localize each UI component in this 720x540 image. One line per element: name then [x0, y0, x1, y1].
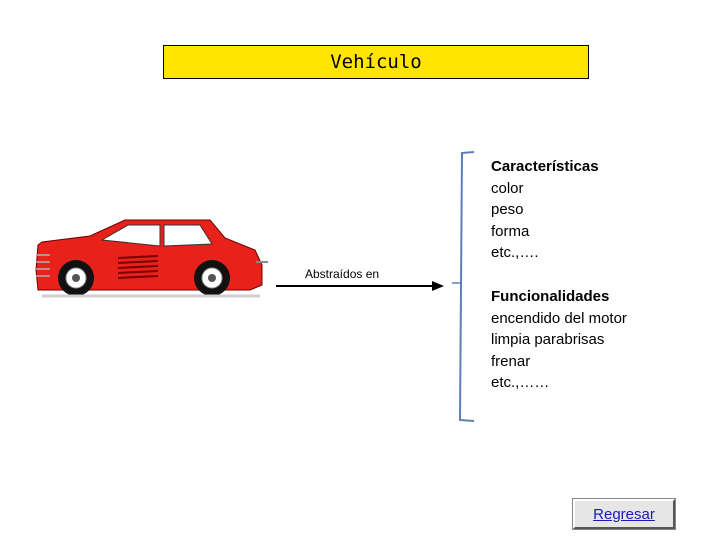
functionality-item: encendido del motor — [491, 309, 627, 327]
arrow-label: Abstraídos en — [305, 267, 380, 281]
functionality-item: etc.,…… — [491, 374, 550, 391]
page-title: Vehículo — [330, 51, 422, 73]
functionalities-panel — [491, 286, 627, 394]
bracket-icon — [452, 150, 482, 425]
arrow-right-icon — [276, 278, 446, 294]
characteristics-panel — [491, 156, 599, 264]
characteristic-item: etc.,…. — [491, 244, 539, 261]
back-button[interactable]: Regresar — [573, 499, 675, 529]
characteristic-item: forma — [491, 222, 530, 240]
characteristic-item: peso — [491, 201, 524, 218]
functionality-item: limpia parabrisas — [491, 331, 605, 348]
functionalities-heading: Funcionalidades — [491, 288, 610, 305]
sports-car-icon — [30, 210, 270, 305]
characteristic-item: color — [491, 179, 524, 197]
title-banner — [163, 45, 589, 79]
functionality-item: frenar — [491, 352, 531, 370]
characteristics-heading: Características — [491, 158, 599, 175]
